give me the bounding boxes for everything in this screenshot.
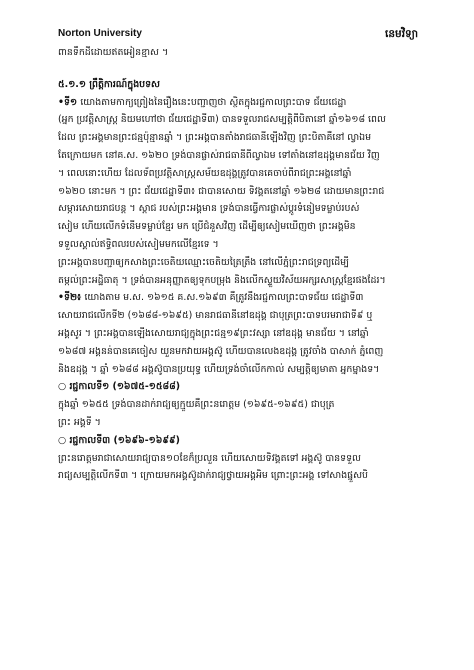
body-line: តម្កល់ព្រះអដ្ឋិធាតុ ។ ទ្រង់បានអនុញ្ញាតឲ្យទុកបម្រុង និងលើកស្ទួយវិស័យអក្សរសាស្ត្រខ្មែរផងដែរ។: [58, 274, 386, 286]
body-line: ព្រះនរោត្តមរាជាសោយរាជ្យបាន១០ខែក៏ប្រលួន ហើយសោយទិវង្គតទៅ អង្គស៊ូ បានទទួល: [58, 452, 361, 464]
body-line: [58, 94, 418, 112]
body-line: ដែល ព្រះអង្គមានព្រះជន្មប៉ុន្មានឆ្នាំ ។ ព្រះអង្គបានតាំងរាជធានីឡើងវិញ ព្រះបិតាគឺនៅ ល្វាឯម: [58, 132, 372, 144]
line-text: យោងតាម ម.ស. ១៦១៥ គ.ស.១៦៩៣ គឺត្រូវនឹងរជ្ជកាលព្រះបាទជ័យ ជេដ្ឋាទី៣: [84, 292, 364, 304]
document-body: [58, 44, 418, 485]
period2-heading: ○ រជ្ជកាលទី៣ (១៦៩៦-១៦៩៩): [58, 434, 180, 446]
body-line: សោយរាជលើកទី២ (១៦៨៨-១៦៩៥) មានរាជធានីនៅឧដុង្គ ជាបុត្រព្រះបាទបរមរាជាទី៩ ឬ: [58, 310, 373, 322]
body-line: [58, 289, 418, 307]
body-line: សម្ភារសោយរាជបន្ត ។ ស្ដាជ របស់ព្រះអង្គមាន ទ្រង់បានធ្វើការផ្លាស់ប្ដូរទំនៀមទម្លាប់របស់: [58, 203, 360, 215]
body-line: ។ ពេលនោះហើយ ដែលទ័ពប្រវត្តិសាស្ត្រសម័យឧដុង្គត្រូវបានគេចាប់ពីរាជព្រះអង្គនៅឆ្នាំ: [58, 167, 352, 179]
line-text: យោងតាមកាក្យព្រៀងនៃរឿងនេះបញ្ជាញថា ស្ថិតក្នុងរជ្ជកាលព្រះបាទ ជ័យជេដ្ឋា: [80, 96, 347, 108]
body-line: រាជ្យសម្បត្តិលើកទី៣ ។ ក្រោយមកអង្គស៊ូដាក់រាជ្យថ្វាយអង្គអិម ព្រោះព្រះអង្គ ទៅសាងផ្នួសបិ: [58, 470, 368, 482]
body-line: អង្គសូរ ។ ព្រះអង្គបានឡើងសោយរាជ្យក្នុងព្រះជន្ម១៩ព្រះវស្សា នៅឧដុង្គ មានជ័យ ។ នៅឆ្នាំ: [58, 327, 369, 339]
line-bullet: •ទី២៖: [58, 292, 85, 304]
body-line: ១៦៨៧ អង្គនន់បានគេចៀស យួនមកវាយអង្គស៊ូ ហើយបានលេងឧដុង្គ ត្រូវចាំង បាសាក់ ភ្នំពេញ: [58, 345, 384, 357]
body-line: និងឧដុង្គ ។ ឆ្នាំ ១៦៨៨ អង្គស៊ូបានប្រយុទ្ធ ហើយទ្រង់ចាំលើកកាល់ សម្បត្តិឲ្យមាតា អ្នកម្នាងទ។: [58, 363, 380, 375]
university-name-khmer: នេមវិទ្យា: [385, 28, 418, 40]
intro-line: ពានទឹកដីដោយឥតអៀនខ្មាស ។: [58, 47, 169, 58]
body-line: ១៦២០ នោះមក ។ ព្រះ ជ័យជេដ្ឋាទី៣៖ ជាបានសោយ ទិវង្គតនៅឆ្នាំ ១៦២៨ ដោយមានព្រះរាជ: [58, 185, 385, 197]
body-line: ព្រះ អង្គទី ។: [58, 416, 101, 428]
body-line: សៀម ហើយលើកទំនើមទម្លាប់ខ្មែរ មក ប្រើជំនួសវិញ ដើម្បីឲ្យសៀមឃើញថា ព្រះអង្គមិន: [58, 221, 356, 233]
body-line: (អ្នក ប្រវត្តិសាស្ត្រ និយមហៅថា ជ័យជេដ្ឋាទី៣) បានទទួលរាជសម្បត្តិពីបិតានៅ ឆ្នាំ១៦១៨ ពេល: [58, 114, 386, 126]
period1-heading: ○ រជ្ជកាលទី១ (១៦៧៥-១៥៨៨): [58, 381, 181, 393]
body-line: ទទួលស្គាល់ឥទ្ធិពលរបស់សៀមមកលើខ្មែរទេ ។: [58, 238, 219, 250]
body-line: តែក្រោយមក នៅគ.ស. ១៦២០ ទ្រង់បានផ្លាស់រាជធានីពីល្វាឯម ទៅតាំងនៅឧដុង្គមានជ័យ វិញ: [58, 149, 380, 161]
page-header: [58, 28, 418, 44]
line-bullet: •ទី១: [58, 96, 81, 108]
section-heading: ៥.១.១ ព្រឹត្តិការណ៍ក្នុងបទស: [58, 78, 160, 90]
university-name: Norton University: [58, 28, 142, 39]
body-line: ក្នុងឆ្នាំ ១៦៥៥ ទ្រង់បានដាក់រាជ្យឲ្យក្មួយគឺព្រះនរោត្តម (១៦៩៥-១៦៩៥) ជាបុត្រ: [58, 399, 335, 411]
body-line: ព្រះអង្គបានបញ្ជាឲ្យកសាងព្រះចេតិយឈ្មោះចេតិយត្រៃត្រឹង នៅលើភ្នំព្រះរាជទ្រព្យដើម្បី: [58, 256, 349, 268]
